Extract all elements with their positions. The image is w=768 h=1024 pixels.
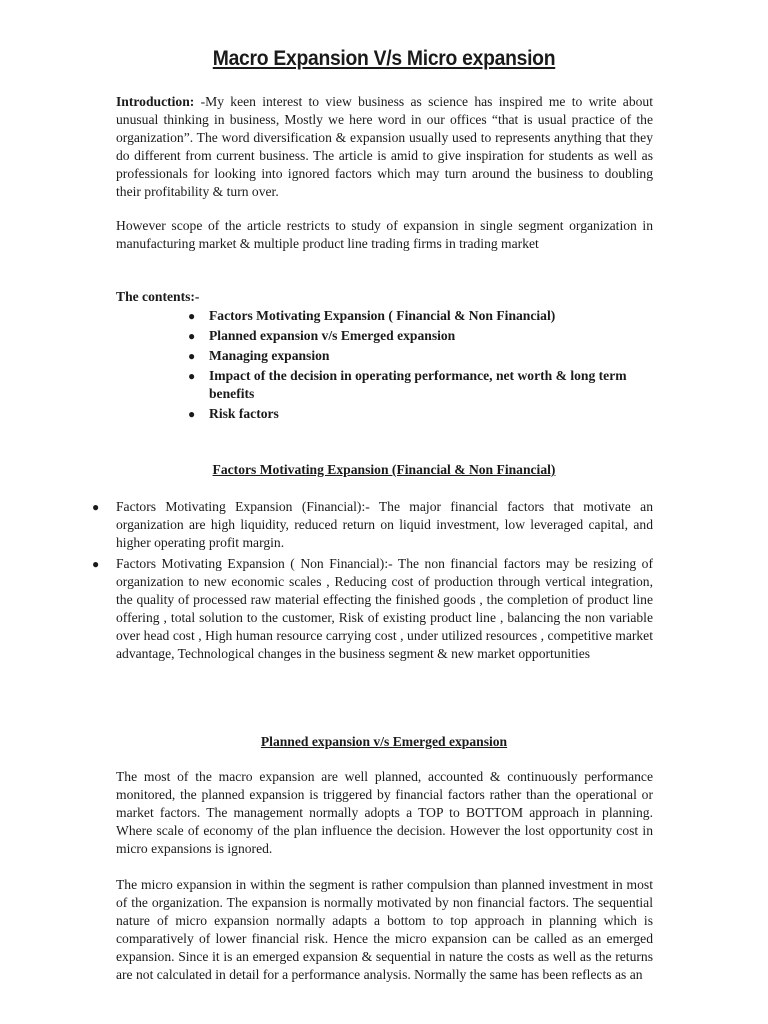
factor-item-non-financial: Factors Motivating Expansion ( Non Financial):- The non financial factors may be resizing of organization to new economic scales , Reducing cost of production through vertical integration, the quality of processed raw material effecting the finished goods , the completion of product line offering , total solution to the customer, Risk of existing product line , balancing the non variable over head cost , High human resource carrying cost , under utilized resources , competitive market advantage, Technological changes in the business segment & new market opportunities <box>116 556 653 661</box>
contents-item-text: Risk factors <box>209 406 279 421</box>
contents-item <box>188 405 658 423</box>
intro-label: Introduction: <box>116 94 195 109</box>
bullet-icon: ● <box>188 349 196 363</box>
bullet-icon: ● <box>92 557 100 571</box>
planned-paragraph-2: The micro expansion in within the segment is rather compulsion than planned investment in most of the organization. The expansion is normally motivated by non financial factors. The sequential nature of micro expansion normally adapts a bottom to top approach in planning which is comparatively of lower financial risk. Hence the micro expansion can be called as an emerged expansion. Since it is an emerged expansion & sequential in nature the costs as well as the returns are not calculated in detail for a performance analysis. Normally the same has been reflects as an <box>116 877 653 982</box>
scope-paragraph: However scope of the article restricts to study of expansion in single segment organization in manufacturing market & multiple product line trading firms in trading market <box>116 218 653 251</box>
contents-list <box>188 307 658 425</box>
planned-paragraph-1: The most of the macro expansion are well planned, accounted & continuously performance monitored, the planned expansion is triggered by financial factors rather than the operational or market factors. The management normally adopts a TOP to BOTTOM approach in planning. Where scale of economy of the plan influence the decision. However the lost opportunity cost in micro expansions is ignored. <box>116 769 653 856</box>
contents-item-text: Factors Motivating Expansion ( Financial & Non Financial) <box>209 308 556 323</box>
intro-paragraph <box>116 93 653 201</box>
document-title: Macro Expansion V/s Micro expansion <box>212 47 556 70</box>
intro-text: -My keen interest to view business as science has inspired me to write about unusual thinking in business, Mostly we here word in our offices “that is usual practice of the organization”. The word diversification & expansion usually used to represents anything that they do different from current business. The article is amid to give inspiration for students as well as professionals for looking into ignored factors which may turn around the business to doubling their profitability & turn over. <box>116 94 653 199</box>
bullet-icon: ● <box>92 500 100 514</box>
contents-item <box>188 327 658 345</box>
bullet-icon: ● <box>188 369 196 383</box>
contents-item-text: Planned expansion v/s Emerged expansion <box>209 328 456 343</box>
contents-item <box>188 367 658 403</box>
bullet-icon: ● <box>188 407 196 421</box>
contents-item <box>188 307 658 325</box>
factors-section-heading: Factors Motivating Expansion (Financial & Non Financial) <box>212 462 556 477</box>
contents-item-text: Managing expansion <box>209 348 330 363</box>
contents-heading: The contents:- <box>116 289 200 304</box>
contents-item-text: Impact of the decision in operating performance, net worth & long term benefits <box>209 368 627 401</box>
bullet-icon: ● <box>188 329 196 343</box>
bullet-icon: ● <box>188 309 196 323</box>
planned-section-heading: Planned expansion v/s Emerged expansion <box>260 734 508 749</box>
contents-item <box>188 347 658 365</box>
factor-item-financial: Factors Motivating Expansion (Financial):- The major financial factors that motivate an organization are high liquidity, reduced return on liquid investment, low leveraged capital, and higher operating profit margin. <box>116 499 653 550</box>
